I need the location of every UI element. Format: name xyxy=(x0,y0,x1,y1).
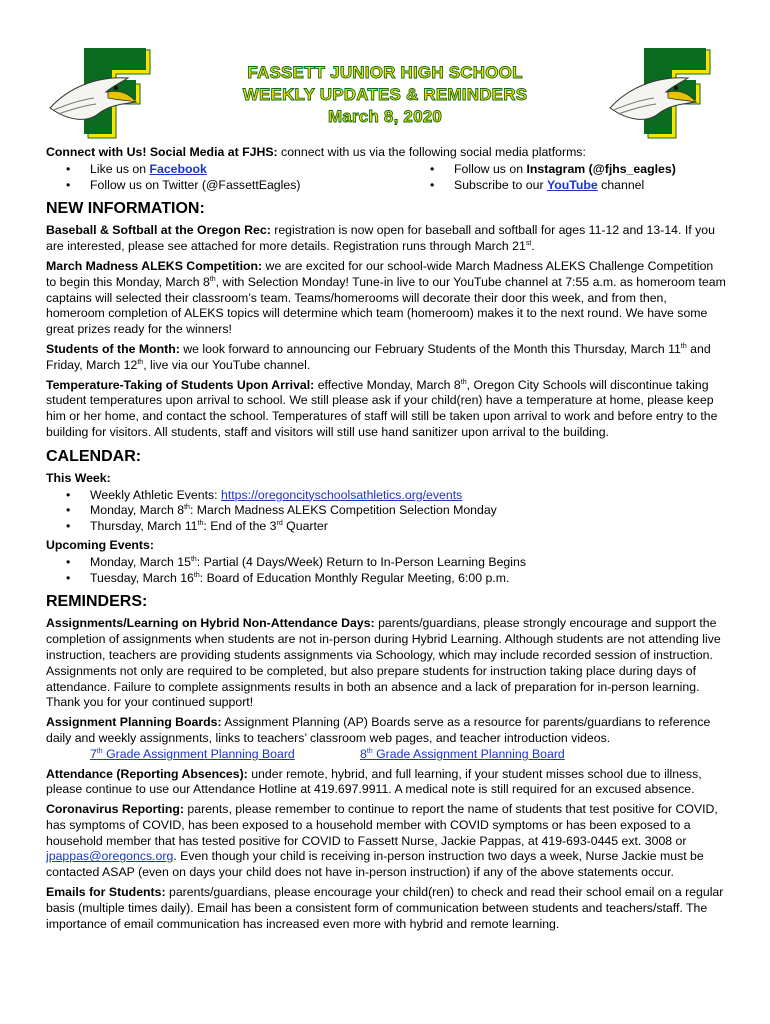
coronavirus-paragraph: Coronavirus Reporting: parents, please remember to continue to report the name of students that test positive for COVID, has symptoms of COVID, has been exposed to a household member with COVID symptoms or has been exposed to a household member that has tested positive for COVID to Fassett Nurse, Jackie Pappas, at 419-693-0445 ext. 3008 or jpappas@oregoncs.org. Even though your child is receiving in-person instruction two days a week, Nurse Jackie must be contacted ASAP (even on days your child does not have in-person instruction) if any of the above statements occur. xyxy=(46,802,718,880)
list-item-twitter: • Follow us on Twitter (@FassettEagles) xyxy=(46,178,430,194)
newsletter-date: March 8, 2020 xyxy=(327,107,443,126)
newsletter-header xyxy=(170,62,600,128)
upcoming-events-label: Upcoming Events: xyxy=(46,537,154,552)
athletics-events-link[interactable]: https://oregoncityschoolsathletics.org/events xyxy=(221,487,463,502)
connect-text: connect with us via the following social media platforms: xyxy=(277,145,586,159)
aleks-paragraph: March Madness ALEKS Competition: we are excited for our school-wide March Madness ALEKS Challenge Competition to begin this Monday, March 8th, with Selection Monday! Tune-in live to our YouTube channel at 7:55 a.m. as homeroom team captains will selected their classroom’s team. Teams/homerooms will decorate their door this week, and from then, homeroom completion of ALEKS topics will determine which team (homeroom) makes it to the next round. We have some great prizes ready for the winners! xyxy=(46,258,726,337)
list-item: • Monday, March 15th: Partial (4 Days/Week) Return to In-Person Learning Begins xyxy=(46,555,726,571)
planning-boards-paragraph: Assignment Planning Boards: Assignment Planning (AP) Boards serve as a resource for parents/guardians to reference daily and weekly assignments, links to teachers’ classroom web pages, and teacher introduction videos. xyxy=(46,715,711,745)
students-of-month-paragraph: Students of the Month: we look forward to announcing our February Students of the Month this Thursday, March 11th and Friday, March 12th, live via our YouTube channel. xyxy=(46,341,711,372)
eagle-f-logo-icon xyxy=(608,48,712,140)
this-week-label: This Week: xyxy=(46,470,111,485)
list-item: • Thursday, March 11th: End of the 3rd Quarter xyxy=(46,519,726,535)
instagram-handle: Instagram (@fjhs_eagles) xyxy=(526,161,676,176)
upcoming-events-list xyxy=(46,555,726,587)
school-name: FASSETT JUNIOR HIGH SCHOOL xyxy=(247,63,523,82)
list-item: • Monday, March 8th: March Madness ALEKS Competition Selection Monday xyxy=(46,503,726,519)
attendance-paragraph: Attendance (Reporting Absences): under remote, hybrid, and full learning, if your student misses school due to illness, please continue to use our Attendance Hotline at 419.697.9911. A medical note is still required for an excused absence. xyxy=(46,766,702,797)
hybrid-learning-paragraph: Assignments/Learning on Hybrid Non-Attendance Days: parents/guardians, please strongly encourage and support the completion of assignments when students are not in-person during Hybrid Learning. Although students are not attending live instruction, teachers are providing students assignments via Schoology, which may include recorded session of instruction. Assignments not only are required to be completed, but also prepare students for instruction taking place during days of attendance. Failure to complete assignments results in both an absence and a lack of preparation for in-person learning. Thank you for your continued support! xyxy=(46,616,721,710)
list-item: • Tuesday, March 16th: Board of Education Monthly Regular Meeting, 6:00 p.m. xyxy=(46,571,726,587)
facebook-link[interactable]: Facebook xyxy=(149,161,207,176)
nurse-email-link[interactable]: jpappas@oregoncs.org xyxy=(46,849,174,864)
newsletter-body xyxy=(46,145,726,936)
newsletter-title: WEEKLY UPDATES & REMINDERS xyxy=(242,85,528,104)
list-item-youtube: • Subscribe to our YouTube channel xyxy=(430,178,730,194)
list-item-facebook: • Like us on Facebook xyxy=(46,162,430,178)
planning-board-links xyxy=(90,747,726,763)
section-heading-calendar: CALENDAR: xyxy=(46,447,142,465)
connect-label: Connect with Us! Social Media at FJHS: xyxy=(46,145,278,159)
list-item-instagram: • Follow us on Instagram (@fjhs_eagles) xyxy=(430,162,730,178)
section-heading-new-information: NEW INFORMATION: xyxy=(46,200,205,218)
eagle-f-logo-icon xyxy=(48,48,152,140)
7th-grade-board-link[interactable]: 7th Grade Assignment Planning Board xyxy=(90,746,295,761)
this-week-list xyxy=(46,488,726,535)
8th-grade-board-link[interactable]: 8th Grade Assignment Planning Board xyxy=(360,746,565,761)
social-media-list xyxy=(46,162,726,194)
connect-paragraph xyxy=(46,145,726,161)
list-item: • Weekly Athletic Events: https://oregoncityschoolsathletics.org/events xyxy=(46,488,726,504)
emails-paragraph: Emails for Students: parents/guardians, please encourage your child(ren) to check and read their school email on a regular basis (multiple times daily). Email has been a consistent form of communication between students and teachers/staff. The importance of email communication has increased even more with hybrid and remote learning. xyxy=(46,885,724,931)
section-heading-reminders: REMINDERS: xyxy=(46,593,148,611)
youtube-link[interactable]: YouTube xyxy=(546,177,598,192)
baseball-paragraph: Baseball & Softball at the Oregon Rec: registration is now open for baseball and softball for ages 11-12 and 13-14. If you are interested, please see attached for more details. Registration runs through March 21st. xyxy=(46,223,715,254)
temperature-paragraph: Temperature-Taking of Students Upon Arrival: effective Monday, March 8th, Oregon City Schools will discontinue taking student temperatures upon arrival to school. We still please ask if your child(ren) have a temperature at home, please keep him or her home, and contact the school. Temperatures of staff will still be taken upon arrival to work and before entry to the building for visitors. All students, staff and visitors will still use hand sanitizer upon arrival to the building. xyxy=(46,377,718,439)
